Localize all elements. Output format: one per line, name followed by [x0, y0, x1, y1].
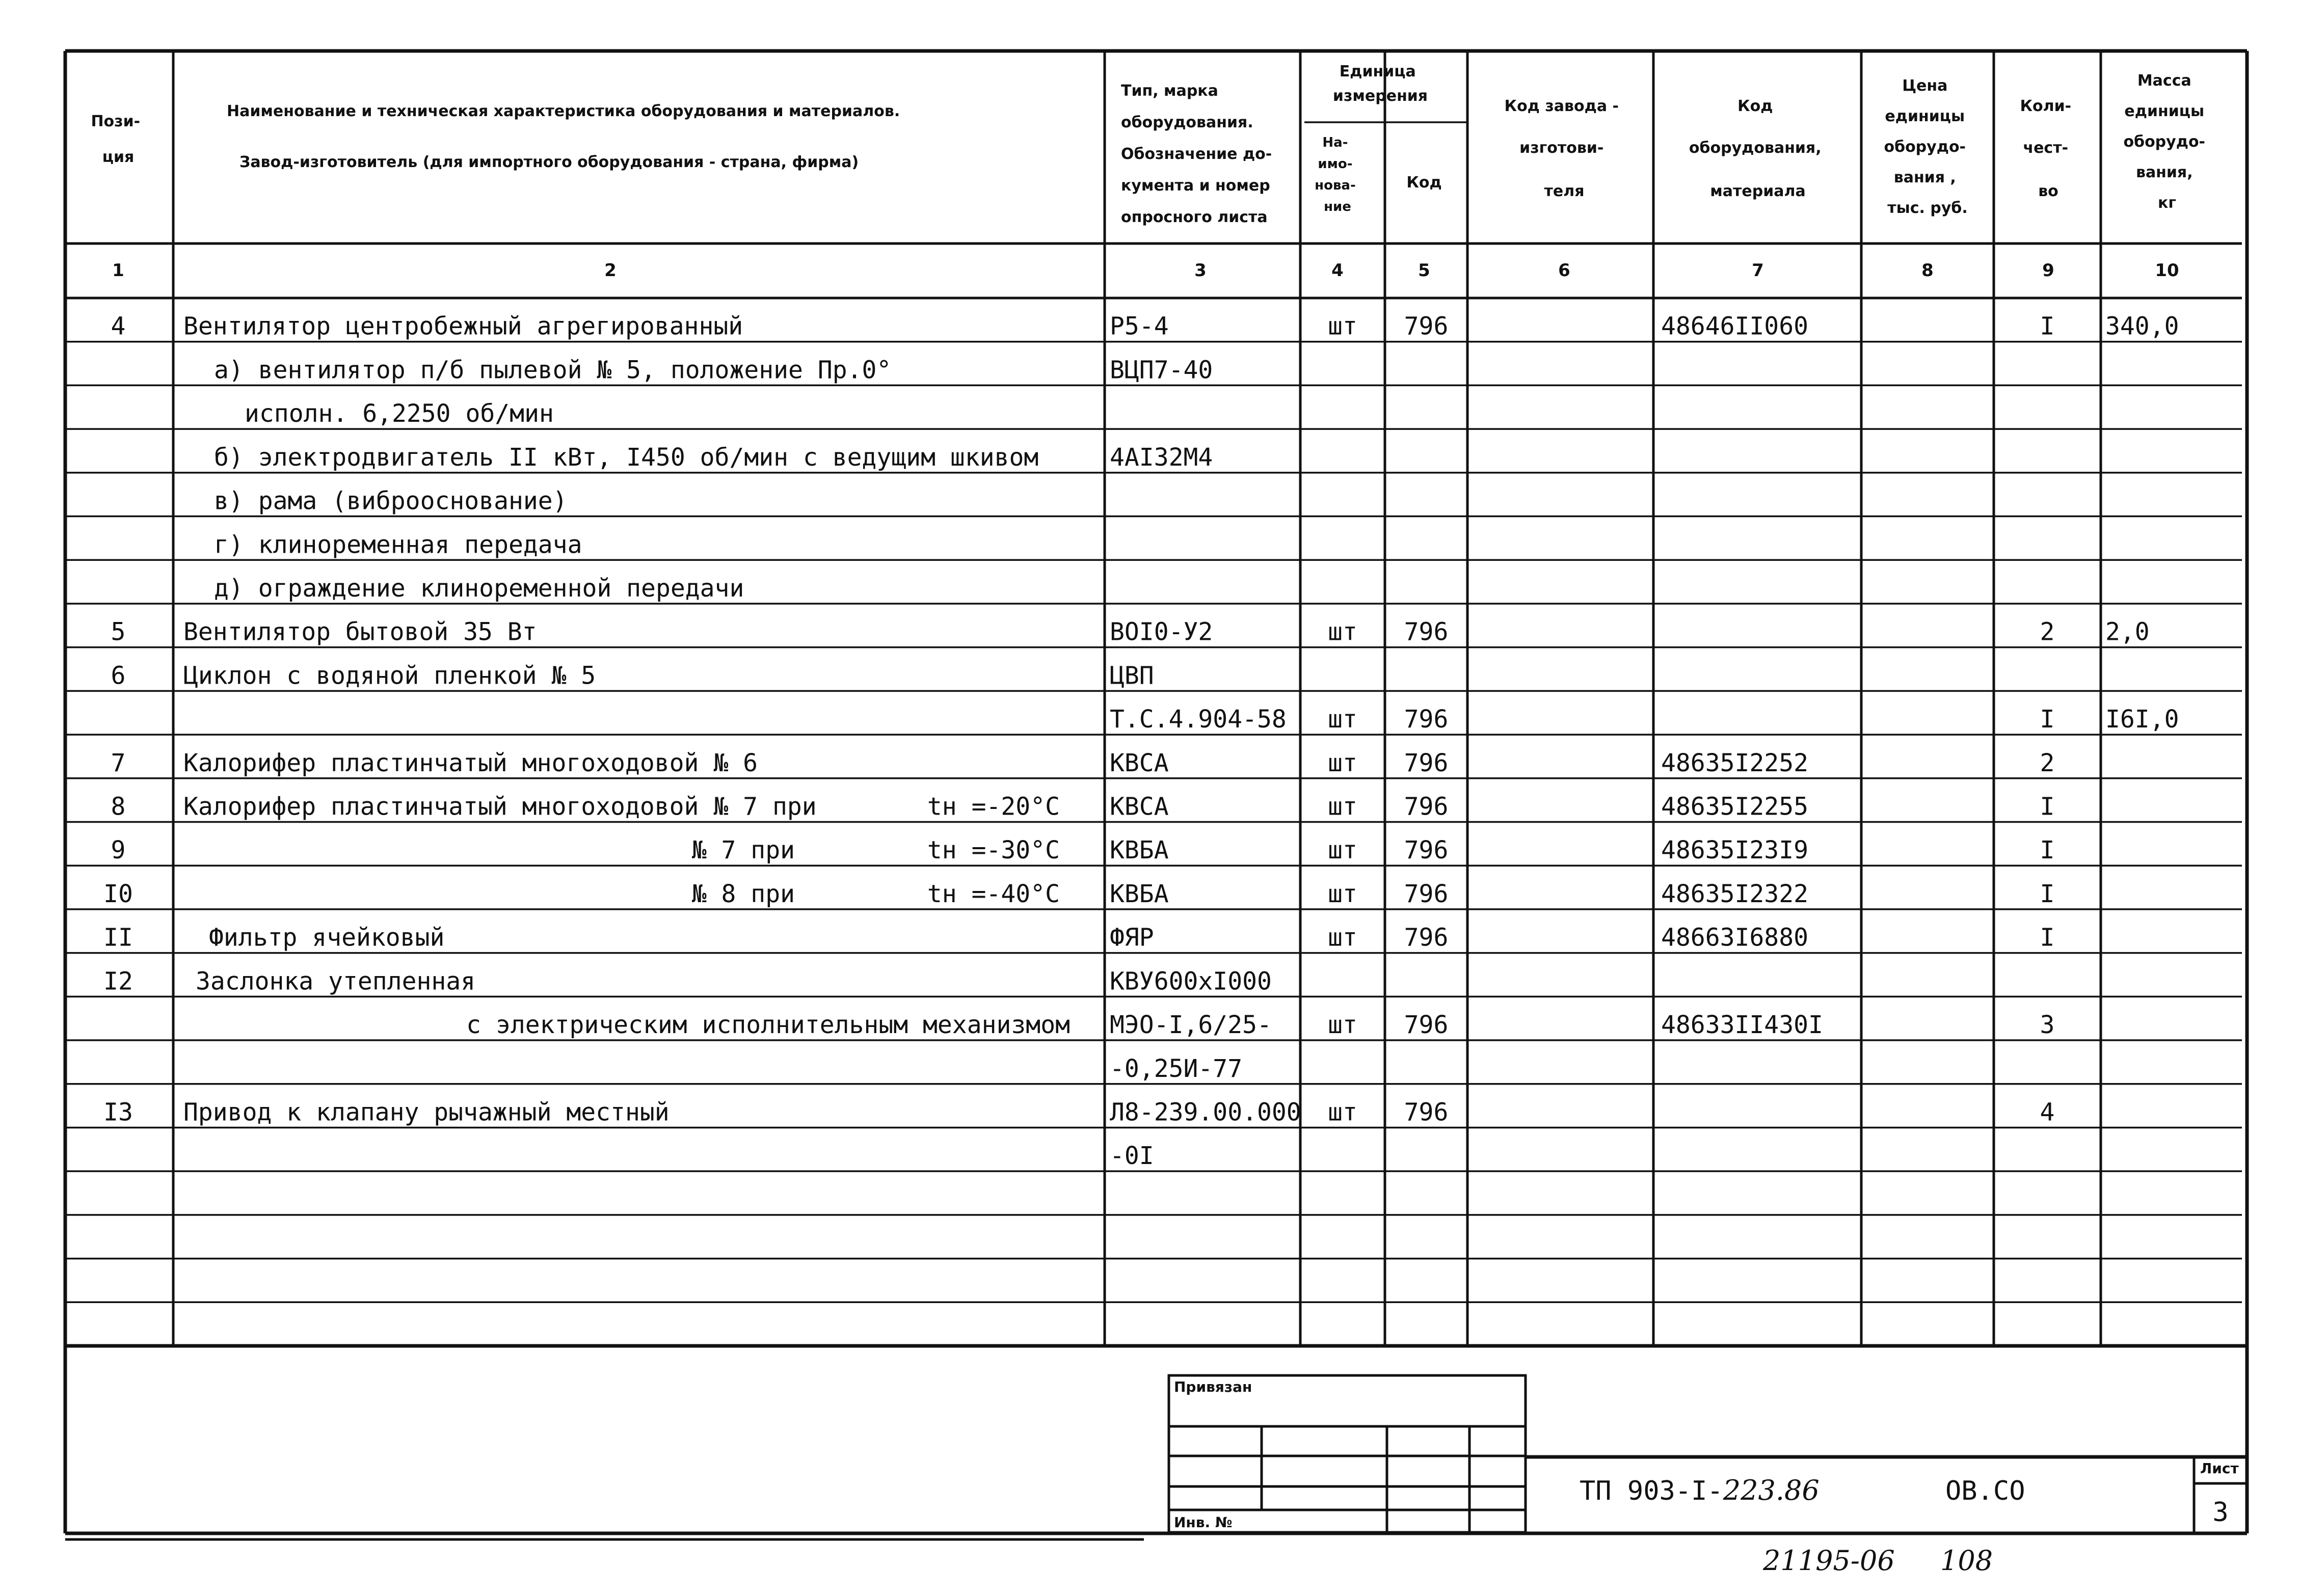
cell-unit: шт [1328, 836, 1357, 865]
cell-name: Привод к клапану рычажный местный [183, 1098, 670, 1127]
table-row [214, 356, 1213, 384]
cell-quantity: I [2040, 923, 2055, 952]
cell-unit-code: 796 [1404, 792, 1449, 821]
cell-position: I2 [103, 967, 133, 996]
cell-type: 4АI32М4 [1110, 443, 1213, 472]
cell-unit: шт [1328, 1098, 1357, 1127]
cell-equipment-code: 48663I6880 [1661, 923, 1808, 952]
header-unit-mass: Масса единицы оборудо- вания, кг [2123, 72, 2206, 212]
cell-unit-code: 796 [1404, 923, 1449, 952]
header-name-line1: Наименование и техническая характеристика оборудования и материалов. [227, 102, 900, 120]
cell-unit: шт [1328, 617, 1357, 646]
cell-name: Калорифер пластинчатый многоходовой № 7 при [183, 792, 817, 821]
cell-name: Вентилятор бытовой 35 Вт [183, 617, 537, 646]
cell-name: а) вентилятор п/б пылевой № 5, положение Пр.0° [214, 356, 892, 385]
cell-name: № 8 при [691, 879, 795, 908]
header-unit-line2: измерения [1332, 87, 1428, 105]
cell-temperature: tн =-20°С [927, 792, 1060, 821]
cell-position: I3 [103, 1098, 133, 1127]
cell-equipment-code: 48646II060 [1661, 312, 1808, 341]
handwritten-footer [1762, 1545, 1993, 1577]
column-number: 3 [1194, 260, 1207, 281]
cell-position: 4 [111, 312, 126, 341]
header-type-label [1121, 82, 1277, 226]
column-number: 4 [1331, 260, 1344, 281]
table-row [1110, 1142, 1154, 1170]
cell-unit-code: 796 [1404, 705, 1449, 734]
cell-unit: шт [1328, 705, 1357, 734]
inventory-number-label: Инв. № [1174, 1514, 1233, 1531]
cell-unit-code: 796 [1404, 879, 1449, 908]
header-position-line1: Пози- [91, 113, 141, 130]
cell-equipment-code: 48635I23I9 [1661, 836, 1808, 865]
column-number: 2 [604, 260, 617, 281]
cell-position: 9 [111, 836, 126, 865]
table-header [91, 63, 2210, 281]
header-equipment-code: Код оборудования, материала [1689, 97, 1822, 200]
header-type-line1: Тип, марка [1121, 82, 1218, 100]
cell-unit: шт [1328, 312, 1357, 341]
cell-quantity: 4 [2040, 1098, 2055, 1127]
cell-name: с электрическим исполнительным механизмом [466, 1011, 1070, 1040]
archive-page: 108 [1940, 1545, 1993, 1577]
cell-position: 7 [111, 748, 126, 777]
cell-name: № 7 при [691, 836, 795, 865]
cell-type: КВСА [1110, 792, 1169, 821]
table-row [1110, 705, 2179, 734]
table-row [103, 880, 2054, 908]
cell-name: Вентилятор центробежный агрегированный [183, 312, 743, 341]
table-row [214, 443, 1213, 472]
header-unit-price: Цена единицы оборудо- вания , тыс. руб. [1884, 77, 1968, 217]
cell-equipment-code: 48633II430I [1661, 1011, 1823, 1040]
cell-type: ВЦП7-40 [1110, 356, 1213, 385]
table-row [111, 836, 2055, 864]
cell-unit-code: 796 [1404, 748, 1449, 777]
cell-type: КВСА [1110, 748, 1169, 777]
cell-quantity: I [2040, 705, 2055, 734]
cell-type: КВБА [1110, 879, 1169, 908]
cell-position: I0 [103, 879, 133, 908]
cell-name: Циклон с водяной пленкой № 5 [183, 661, 596, 690]
cell-mass: 2,0 [2105, 617, 2150, 646]
cell-unit-code: 796 [1404, 1011, 1449, 1040]
cell-unit: шт [1328, 792, 1357, 821]
header-unit-name: На- имо- нова- ние [1315, 135, 1356, 214]
table-row [1110, 1054, 1242, 1083]
cell-mass: 340,0 [2105, 312, 2179, 341]
cell-equipment-code: 48635I2252 [1661, 748, 1808, 777]
archive-number: 21195-06 [1763, 1545, 1895, 1577]
title-block [1169, 1375, 2247, 1532]
cell-unit: шт [1328, 1011, 1357, 1040]
table-body [103, 312, 2179, 1170]
cell-position: 6 [111, 661, 126, 690]
table-row [214, 574, 744, 603]
section-code: ОВ.СО [1945, 1476, 2025, 1506]
table-row [103, 1098, 2054, 1126]
cell-quantity: I [2040, 792, 2055, 821]
column-number: 7 [1752, 260, 1764, 281]
cell-quantity: 2 [2040, 748, 2055, 777]
header-type-line4: кумента и номер [1121, 177, 1270, 195]
header-unit-line1: Единица [1339, 63, 1416, 80]
cell-name: б) электродвигатель II кВт, I450 об/мин с ведущим шкивом [214, 443, 1039, 472]
cell-name: г) клиноременная передача [214, 530, 582, 559]
table-row [111, 618, 2150, 646]
cell-type: ФЯР [1110, 923, 1154, 952]
header-position-label [91, 113, 145, 166]
cell-temperature: tн =-40°С [927, 879, 1060, 908]
cell-position: 5 [111, 617, 126, 646]
header-quantity: Коли- чест- во [2020, 97, 2072, 200]
cell-name: в) рама (виброоснование) [214, 486, 568, 516]
table-row [111, 749, 2055, 777]
cell-type: -0I [1110, 1142, 1154, 1171]
cell-unit: шт [1328, 748, 1357, 777]
table-row [103, 967, 1272, 995]
cell-type: ВОI0-У2 [1110, 617, 1213, 646]
cell-position: 8 [111, 792, 126, 821]
header-name-line2: Завод-изготовитель (для импортного оборудования - страна, фирма) [239, 153, 859, 171]
sheet-label: Лист [2200, 1460, 2239, 1477]
header-unit-code: Код [1406, 174, 1442, 192]
table-row [214, 530, 582, 559]
cell-type: Р5-4 [1110, 312, 1169, 341]
cell-temperature: tн =-30°С [927, 836, 1060, 865]
column-number: 5 [1418, 260, 1430, 281]
cell-type: Т.С.4.904-58 [1110, 705, 1287, 734]
column-number: 10 [2155, 260, 2179, 281]
column-number: 8 [1921, 260, 1934, 281]
document-code: ТП 903-I-223.86 [1580, 1474, 1820, 1506]
cell-equipment-code: 48635I2255 [1661, 792, 1808, 821]
cell-quantity: 3 [2040, 1011, 2055, 1040]
table-row [466, 1011, 2054, 1039]
cell-unit-code: 796 [1404, 1098, 1449, 1127]
header-type-line5: опросного листа [1121, 208, 1268, 226]
cell-type: МЭО-I,6/25- [1110, 1011, 1272, 1040]
cell-quantity: I [2040, 836, 2055, 865]
cell-name: Калорифер пластинчатый многоходовой № 6 [183, 748, 758, 777]
cell-mass: I6I,0 [2105, 705, 2179, 734]
sheet-number: 3 [2212, 1497, 2229, 1528]
cell-name: д) ограждение клиноременной передачи [214, 574, 744, 603]
header-position-line2: ция [102, 148, 135, 166]
header-type-line3: Обозначение до- [1121, 145, 1272, 163]
header-type-line2: оборудования. [1121, 114, 1253, 131]
cell-unit: шт [1328, 879, 1357, 908]
cell-quantity: I [2040, 879, 2055, 908]
cell-quantity: 2 [2040, 617, 2055, 646]
bound-label: Привязан [1174, 1378, 1252, 1395]
table-row [245, 399, 554, 428]
table-row [111, 793, 2055, 821]
table-row [214, 487, 568, 516]
column-number: 9 [2042, 260, 2054, 281]
cell-unit: шт [1328, 923, 1357, 952]
cell-unit-code: 796 [1404, 617, 1449, 646]
table-row [111, 661, 1154, 690]
cell-unit-code: 796 [1404, 312, 1449, 341]
cell-type: КВУ600хI000 [1110, 967, 1272, 996]
column-number-row [112, 260, 2179, 281]
table-row [103, 924, 2054, 952]
column-number: 1 [112, 260, 124, 281]
cell-type: КВБА [1110, 836, 1169, 865]
cell-name: Заслонка утепленная [196, 967, 476, 996]
cell-type: Л8-239.00.000 [1110, 1098, 1301, 1127]
table-row [111, 312, 2179, 341]
cell-type: -0,25И-77 [1110, 1054, 1243, 1083]
cell-equipment-code: 48635I2322 [1661, 879, 1808, 908]
cell-type: ЦВП [1110, 661, 1154, 690]
cell-name: исполн. 6,2250 об/мин [245, 399, 554, 428]
cell-position: II [103, 923, 133, 952]
cell-name: Фильтр ячейковый [209, 923, 445, 952]
column-number: 6 [1558, 260, 1570, 281]
header-factory-code: Код завода - изготови- теля [1504, 97, 1619, 200]
header-unit-group [1333, 63, 1428, 105]
cell-quantity: I [2040, 312, 2055, 341]
cell-unit-code: 796 [1404, 836, 1449, 865]
